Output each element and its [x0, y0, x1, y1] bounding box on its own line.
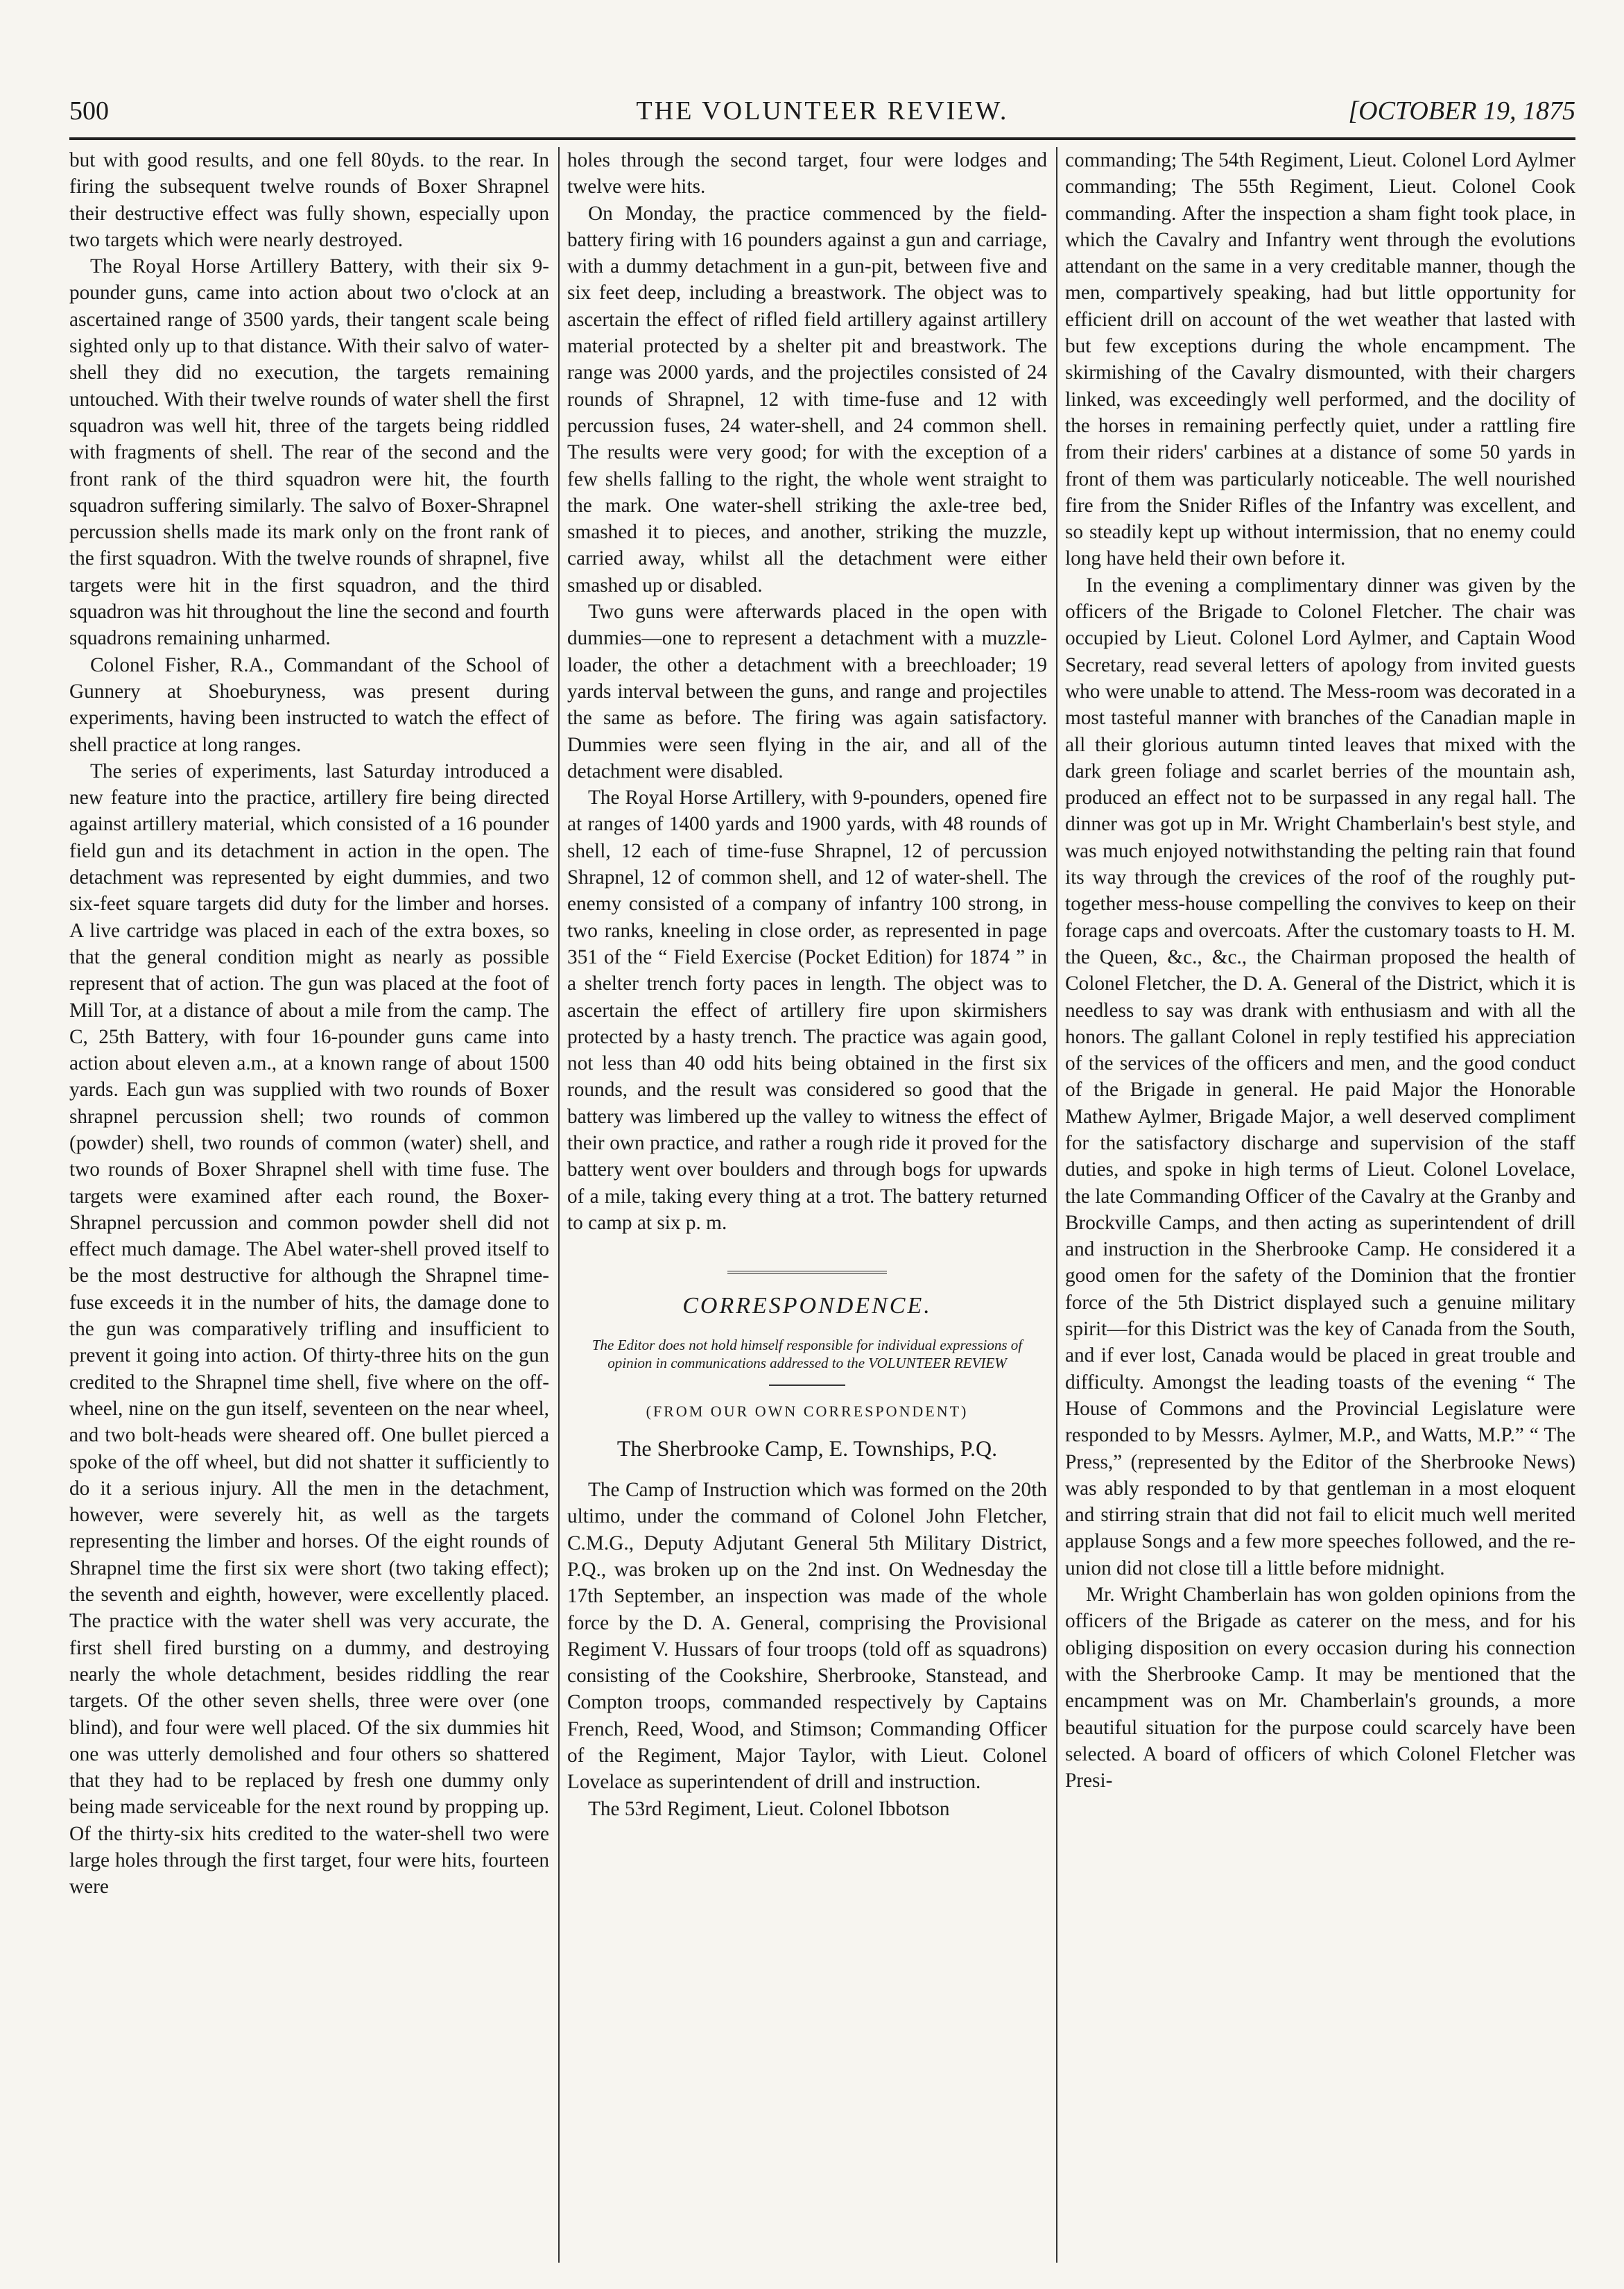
article-paragraph: The Royal Horse Artillery Battery, with their six 9-pounder guns, came into action about two o'clock at an ascertained range of 3500 yards, their tangent scale being sighted only up to that distance. With their salvo of water-shell they did no execution, the targets remaining untouched. With their twelve rounds of water shell the first squadron was well hit, three of the targets being riddled with fragments of shell. The rear of the second and the front rank of the third squadron were hit, the fourth squadron suffering similarly. The salvo of Boxer-Shrapnel percussion shells made its mark only on the front rank of the first squadron. With the twelve rounds of shrapnel, five targets were hit in the first squadron, and the third squadron was hit throughout the line the second and fourth squadrons remaining unharmed.	[69, 255, 549, 650]
article-paragraph: holes through the second target, four were lodges and twelve were hits.	[567, 149, 1047, 198]
column-3	[1065, 147, 1575, 2263]
section-divider	[727, 1271, 887, 1274]
column-2	[567, 147, 1047, 2263]
column-rule	[1056, 147, 1057, 2263]
article-paragraph: The series of experiments, last Saturday introduced a new feature into the practice, artillery fire being directed against artillery material, which consisted of a 16 pounder field gun and its detachment in action in the open. The detachment was represented by eight dummies, and two six-feet square targets did duty for the limber and horses. A live cartridge was placed in each of the extra boxes, so that the general condition might as nearly as possible represent that of action. The gun was placed at the foot of Mill Tor, at a distance of about a mile from the camp. The C, 25th Battery, with four 16-pounder guns came into action about eleven a.m., at a known range of about 1500 yards. Each gun was supplied with two rounds of Boxer shrapnel percussion shell; two rounds of common (powder) shell, two rounds of common (water) shell, and two rounds of Boxer Shrapnel shell with time fuse. The targets were examined after each round, the Boxer-Shrapnel percussion and common powder shell did not effect much damage. The Abel water-shell proved itself to be the most destructive for although the Shrapnel time-fuse exceeds it in the number of hits, the damage done to the gun was comparatively trifling and insufficient to prevent it going into action. Of thirty-three hits on the gun credited to the Shrapnel time shell, five where on the off-wheel, nine on the gun itself, seventeen on the near wheel, and two bolt-heads were sheared off. One bullet pierced a spoke of the off wheel, but did not shatter it sufficiently to do it a serious injury. All the men in the detachment, however, were severely hit, as well as the targets representing the limber and horses. Of the eight rounds of Shrapnel time the first six were short (two taking effect); the seventh and eighth, however, were excellently placed. The practice with the water shell was very accurate, the first shell fired bursting on a dummy, and destroying nearly the whole detachment, besides riddling the rear targets. Of the other seven shells, three were over (one blind), and four were well placed. Of the six dummies hit one was utterly demolished and four others so shattered that they had to be replaced by fresh one dummy only being made serviceable for the next round by propping up. Of the thirty-six hits credited to the water-shell two were large holes through the first target, four were hits, fourteen were	[69, 760, 549, 1898]
section-heading: CORRESPONDENCE.	[682, 1293, 932, 1319]
issue-date: [OCTOBER 19, 1875	[1348, 96, 1575, 126]
column-1	[69, 147, 549, 2263]
byline: (FROM OUR OWN CORRESPONDENT)	[646, 1403, 969, 1421]
column-rule	[558, 147, 560, 2263]
article-paragraph: The Royal Horse Artillery, with 9-pounders, opened fire at ranges of 1400 yards and 1900 yards, with 48 rounds of shell, 12 each of time-fuse Shrapnel, 12 of percussion Shrapnel, 12 of common shell, and 12 of water-shell. The enemy consisted of a company of infantry 100 strong, in two ranks, kneeling in close order, as represented in page 351 of the “ Field Exercise (Pocket Edition) for 1874 ” in a shelter trench forty paces in length. The object was to ascertain the effect of artillery fire upon skirmishers protected by a hasty trench. The practice was again good, not less than 40 odd hits being obtained in the first six rounds, and the result was considered so good that the battery was limbered up the valley to witness the effect of their own practice, and rather a rough ride it proved for the battery went over boulders and through bogs for upwards of a mile, taking every thing at a trot. The battery returned to camp at six p. m.	[567, 787, 1047, 1234]
divider	[769, 1384, 845, 1386]
page-header	[69, 89, 1575, 140]
article-paragraph: commanding; The 54th Regiment, Lieut. Colonel Lord Aylmer commanding; The 55th Regiment, Lieut. Colonel Cook commanding. After the inspection a sham fight took place, in which the Cavalry and Infantry went through the evolutions attendant on the same in a very creditable manner, though the men, compartively speaking, had but little opportunity for efficient drill on account of the wet weather that lasted with but few exceptions during the whole encampment. The skirmishing of the Cavalry dismounted, with their chargers linked, was exceedingly well performed, and the docility of the horses in remaining perfectly quiet, under a rattling fire from their riders' carbines at a distance of some 50 yards in front of them was particularly noticeable. The well nourished fire from the Snider Rifles of the Infantry was excellent, and so steadily kept up without intermission, that no enemy could long have held their own before it.	[1065, 149, 1575, 570]
article-paragraph: In the evening a complimentary dinner was given by the officers of the Brigade to Colonel Fletcher. The chair was occupied by Lieut. Colonel Lord Aylmer, and Captain Wood Secretary, read several letters of apology from invited guests who were unable to attend. The Mess-room was decorated in a most tasteful manner with branches of the Canadian maple in all their glorious autumn tinted leaves that mixed with the dark green foliage and scarlet berries of the mountain ash, produced an effect not to be surpassed in any regal hall. The dinner was got up in Mr. Wright Chamberlain's best style, and was much enjoyed notwithstanding the pelting rain that found its way through the crevices of the roof of the roughly put-together mess-house compelling the convives to keep on their forage caps and overcoats. After the customary toasts to H. M. the Queen, &c., &c., the Chairman proposed the health of Colonel Fletcher, the D. A. General of the District, which it is needless to say was drank with enthusiasm and with all the honors. The gallant Colonel in reply testified his appreciation of the services of the officers and men, and the good conduct of the Brigade in general. He paid Major the Honorable Mathew Aylmer, Brigade Major, a well deserved compliment for the satisfactory discharge and supervision of the staff duties, and spoke in high terms of Lieut. Colonel Lovelace, the late Commanding Officer of the Cavalry at the Granby and Brockville Camps, and then acting as superintendent of drill and instruction in the Sherbrooke Camp. He considered it a good omen for the safety of the Dominion that the frontier force of the 5th District displayed such a genuine military spirit—for this District was the key of Canada from the South, and if ever lost, Canada would be placed in great trouble and difficulty. Amongst the leading toasts of the evening “ The House of Commons and the Provincial Legislature were responded to by Messrs. Aylmer, M.P., and Watts, M.P.” “ The Press,” (represented by the Editor of the Sherbrooke News) was ably responded to by that gentleman in a most eloquent and stirring strain that did not fail to elicit much well merited applause Songs and a few more speeches followed, and the re-union did not close till a little before midnight.	[1065, 574, 1575, 1579]
publication-title: THE VOLUNTEER REVIEW.	[636, 96, 1009, 126]
article-paragraph: The 53rd Regiment, Lieut. Colonel Ibbotson	[588, 1797, 950, 1820]
article-paragraph: Mr. Wright Chamberlain has won golden opinions from the officers of the Brigade as caterer on the mess, and for his obliging disposition on every occasion during his connection with the Sherbrooke Camp. It may be mentioned that the encampment was on Mr. Chamberlain's grounds, a more beautiful situation for the purpose could scarcely have been selected. A board of officers of which Colonel Fletcher was Presi-	[1065, 1584, 1575, 1792]
dateline: The Sherbrooke Camp, E. Townships, P.Q.	[616, 1435, 998, 1461]
article-paragraph: but with good results, and one fell 80yds. to the rear. In firing the subsequent twelve rounds of Boxer Shrapnel their destructive effect was fully shown, especially upon two targets which were nearly destroyed.	[69, 149, 549, 251]
article-paragraph: Two guns were afterwards placed in the open with dummies—one to represent a detachment with a muzzle-loader, the other a detachment with a breechloader; 19 yards interval between the guns, and range and projectiles the same as before. The firing was again satisfactory. Dummies were seen flying in the air, and all of the detachment were disabled.	[567, 601, 1047, 782]
article-paragraph: The Camp of Instruction which was formed on the 20th ultimo, under the command of Colonel John Fletcher, C.M.G., Deputy Adjutant General 5th Military District, P.Q., was broken up on the 2nd inst. On Wednesday the 17th September, an inspection was made of the whole force by the D. A. General, comprising the Provisional Regiment V. Hussars of four troops (told off as squadrons) consisting of the Cookshire, Sherbrooke, Stanstead, and Compton troops, commanded respectively by Captains French, Reed, Wood, and Stimson; Commanding Officer of the Regiment, Major Taylor, with Lieut. Colonel Lovelace as superintendent of drill and instruction.	[567, 1479, 1047, 1794]
article-paragraph: On Monday, the practice commenced by the field-battery firing with 16 pounders against a gun and carriage, with a dummy detachment in a gun-pit, between five and six feet deep, including a breastwork. The object was to ascertain the effect of rifled field artillery against artillery material protected by a shelter pit and breastwork. The range was 2000 yards, and the projectiles consisted of 24 rounds of Shrapnel, 12 with time-fuse and 12 with percussion fuses, 24 water-shell, and 24 common shell. The results were very good; for with the exception of a few shells falling to the right, the whole went straight to the mark. One water-shell striking the axle-tree bed, smashed it to pieces, and another, striking the muzzle, carried away, whilst all the detachment were either smashed up or disabled.	[567, 202, 1047, 597]
editor-disclaimer: The Editor does not hold himself responsible for individual expressions of opinion in communications addressed to the VOLUNTEER REVIEW	[591, 1337, 1023, 1372]
page-number: 500	[69, 96, 109, 126]
article-paragraph: Colonel Fisher, R.A., Commandant of the School of Gunnery at Shoeburyness, was present during experiments, having been instructed to watch the effect of shell practice at long ranges.	[69, 653, 549, 756]
